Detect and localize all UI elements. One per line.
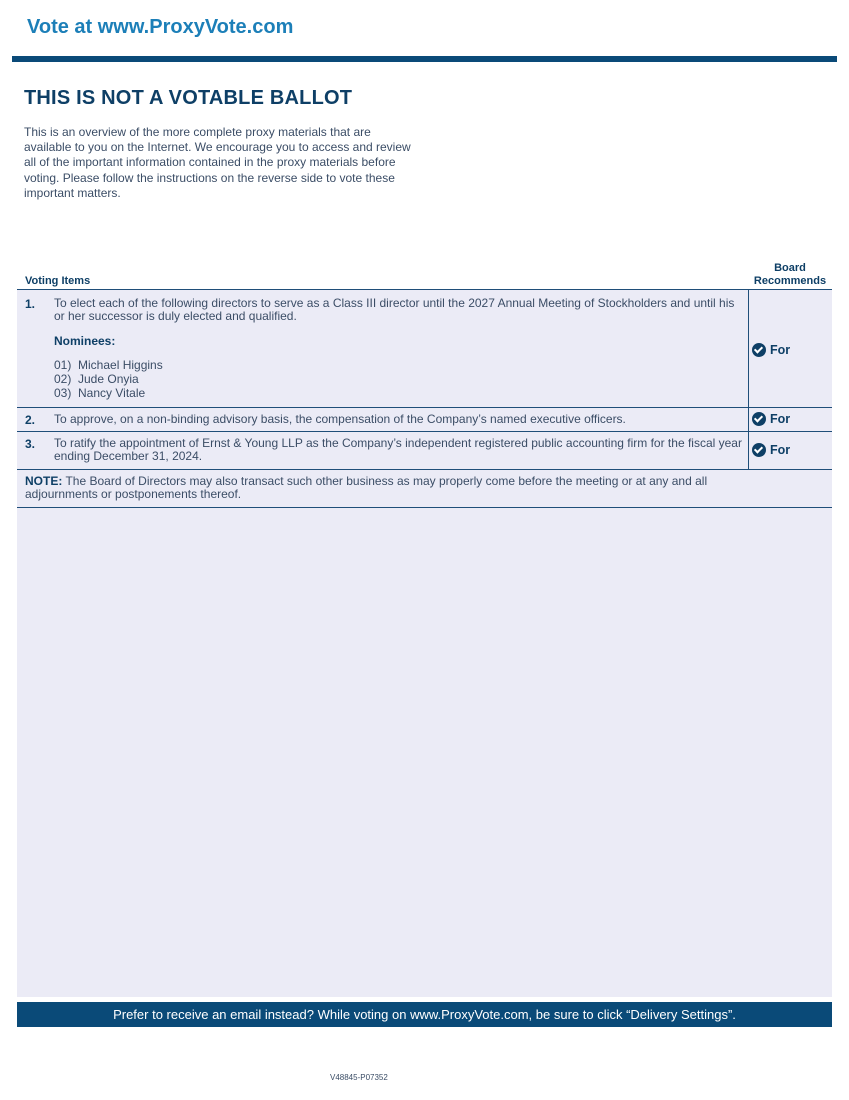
nominee: 03) Nancy Vitale — [54, 386, 146, 400]
item-text: To ratify the appointment of Ernst & Young LLP as the Company’s independent registered public accounting firm for the fiscal year ending December 31, 2024. — [54, 436, 742, 463]
voting-items-header: Voting Items — [25, 275, 91, 287]
voting-item-2 — [17, 408, 832, 432]
note-body: The Board of Directors may also transact such other business as may properly come before the meeting or at any and all adjournments or postponements thereof. — [25, 474, 708, 501]
item-text: To elect each of the following directors to serve as a Class III director until the 2027 Annual Meeting of Stockholders and until his or her successor is duly elected and qualified. — [54, 296, 735, 323]
board-header-line2: Recommends — [753, 275, 827, 287]
document-code: V48845-P07352 — [330, 1073, 388, 1082]
nominee: 02) Jude Onyia — [54, 372, 139, 386]
delivery-settings-banner: Prefer to receive an email instead? While voting on www.ProxyVote.com, be sure to click “Delivery Settings”. — [17, 1002, 832, 1027]
note-label: NOTE: — [25, 474, 63, 488]
page-title: THIS IS NOT A VOTABLE BALLOT — [24, 87, 353, 109]
voting-items-table — [17, 289, 832, 997]
recommendation-label: For — [770, 412, 791, 426]
check-circle-icon — [752, 343, 766, 357]
column-divider — [748, 290, 749, 407]
note-text — [25, 475, 760, 500]
recommendation — [752, 443, 790, 457]
recommendation — [752, 412, 790, 426]
nominee: 01) Michael Higgins — [54, 358, 163, 372]
intro-paragraph: This is an overview of the more complete proxy materials that are available to you on the Internet. We encourage you to access and review all of the important information contained in the proxy materials before voting. Please follow the instructions on the reverse side to vote these important matters. — [24, 125, 411, 200]
board-header-line1: Board — [774, 262, 806, 274]
recommendation-label: For — [770, 443, 791, 457]
nominees-label: Nominees: — [54, 334, 116, 348]
recommendation-label: For — [770, 343, 791, 357]
note-row — [17, 470, 832, 508]
voting-item-3 — [17, 432, 832, 470]
column-divider — [748, 432, 749, 469]
voting-item-1 — [17, 290, 832, 408]
item-number: 1. — [25, 297, 36, 311]
item-number: 2. — [25, 413, 36, 427]
header-divider — [12, 56, 837, 62]
recommendation — [752, 343, 790, 357]
check-circle-icon — [752, 443, 766, 457]
column-divider — [748, 408, 749, 431]
board-recommends-header — [748, 262, 832, 288]
vote-url-header: Vote at www.ProxyVote.com — [27, 16, 294, 38]
item-number: 3. — [25, 437, 36, 451]
check-circle-icon — [752, 412, 766, 426]
item-text: To approve, on a non-binding advisory basis, the compensation of the Company’s named executive officers. — [54, 412, 626, 426]
